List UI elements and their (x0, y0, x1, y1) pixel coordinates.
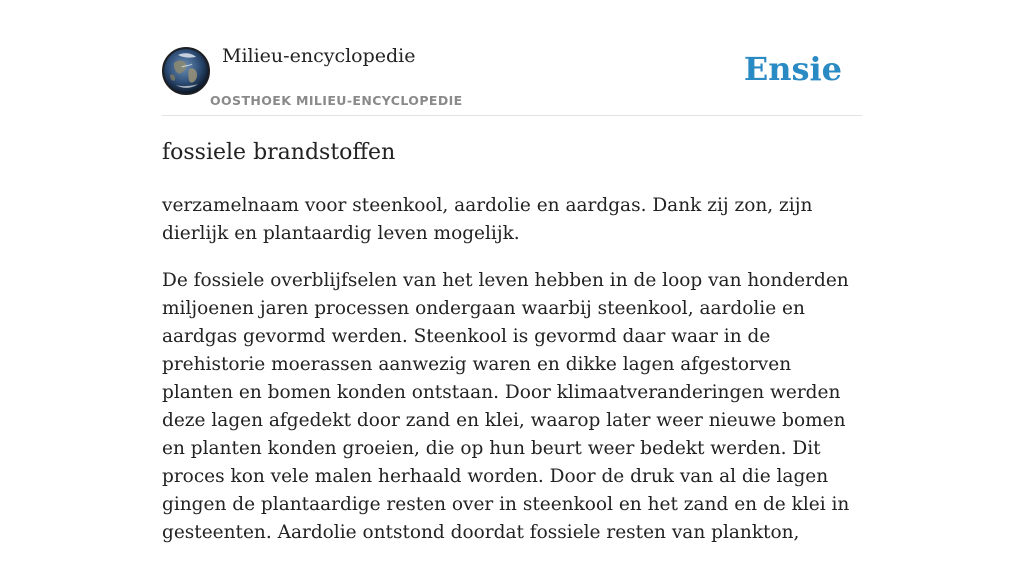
page-title: fossiele brandstoffen (162, 140, 396, 165)
site-subtitle: OOSTHOEK MILIEU-ENCYCLOPEDIE (210, 93, 463, 108)
definition-paragraph: verzamelnaam voor steenkool, aardolie en aardgas. Dank zij zon, zijn dierlijk en plantaardig leven mogelijk. (162, 195, 813, 244)
brand-logo-link[interactable]: Ensie (743, 50, 842, 88)
article-body (162, 192, 862, 566)
site-title[interactable]: Milieu-encyclopedie (222, 45, 416, 67)
header (162, 0, 862, 116)
body-paragraph: De fossiele overblijfselen van het leven hebben in de loop van honderden miljoenen jaren processen ondergaan waarbij steenkool, aardolie en aardgas gevormd werden. Steenkool is gevormd daar waar in de prehistorie moerassen aanwezig waren en dikke lagen afgestorven planten en bomen konden ontstaan. Door klimaatveranderingen werden deze lagen afgedekt door zand en klei, waarop later weer nieuwe bomen en planten konden groeien, die op hun beurt weer bedekt werden. Dit proces kon vele malen herhaald worden. Door de druk van al die lagen gingen de plantaardige resten over in steenkool en het zand en de klei in gesteenten. Aardolie ontstond doordat fossiele resten van plankton, (162, 270, 850, 543)
earth-globe-icon[interactable] (162, 47, 210, 95)
